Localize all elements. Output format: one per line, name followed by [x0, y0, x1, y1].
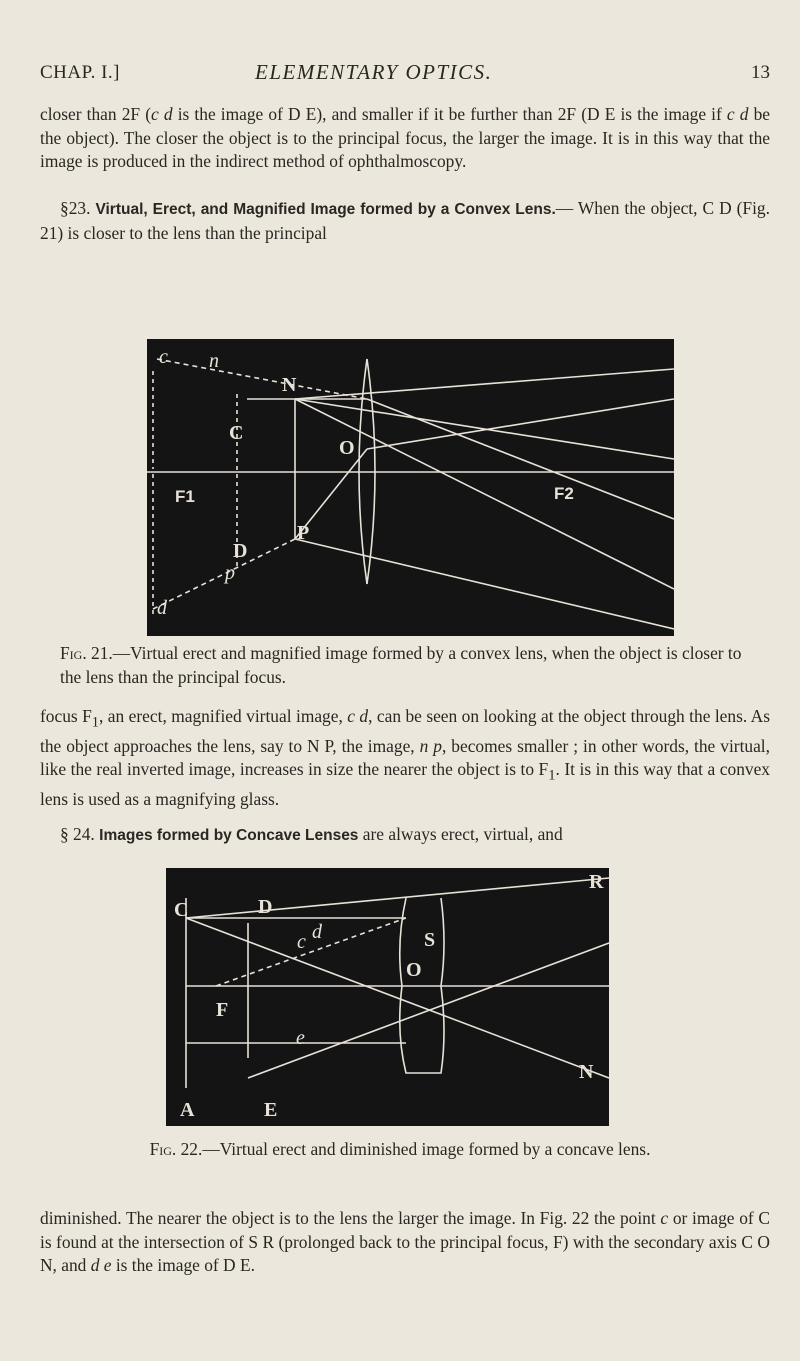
label-n-image: n: [209, 350, 219, 372]
label-d-object: D: [258, 896, 273, 918]
fig-22-ray-diagram: [166, 868, 609, 1126]
figure-21-caption: Fig. 21.—Virtual erect and magnified image formed by a convex lens, when the object is closer to the lens than the principal focus.: [60, 643, 742, 687]
label-d-object: D: [233, 540, 248, 562]
section-heading: Virtual, Erect, and Magnified Image formed by a Convex Lens.: [95, 201, 556, 218]
ray-upper-1: [295, 369, 674, 399]
label-f-focus: F: [216, 999, 229, 1021]
ray-central-1: [295, 399, 674, 589]
label-p-image: p: [225, 562, 235, 584]
ray-r: [186, 878, 609, 918]
label-n: N: [579, 1061, 594, 1083]
figure-22-caption: Fig. 22.—Virtual erect and diminished image formed by a concave lens.: [149, 1139, 651, 1159]
paragraph-1: closer than 2F (c d is the image of D E), and smaller if it be further than 2F (D E is the image if c d be the object). The closer the object is to the principal focus, the larger the image. It is in this way that the image is produced in the indirect method of ophthalmoscopy.: [40, 104, 771, 171]
label-n-object: N: [282, 374, 297, 396]
fig-21-ray-diagram: [147, 339, 674, 636]
label-c-image: c: [297, 931, 306, 953]
page-number: 13: [751, 62, 770, 83]
label-f1-focus: F1: [175, 487, 195, 506]
section-number: §23.: [60, 198, 91, 218]
label-c-image: c: [159, 346, 168, 368]
section-23-paragraph: §23. Virtual, Erect, and Magnified Image formed by a Convex Lens.— When the object, C D (Fig. 21) is closer to the lens than the principal: [40, 198, 770, 243]
ray-virtual-1: [157, 359, 367, 399]
ray-fs-virtual: [216, 918, 406, 986]
label-e-image: e: [296, 1027, 305, 1049]
running-title: ELEMENTARY OPTICS.: [255, 60, 493, 84]
label-p-object: P: [297, 522, 310, 544]
label-a: A: [180, 1099, 195, 1121]
page-header: [40, 62, 770, 92]
paragraph-3: focus $F_1$, an erect, magnified virtual image, c d, can be seen on looking at the object through the lens. As the object approaches the lens, say to N P, the image, n p, becomes smaller ; in other words, the virtual, like the real inverted image, increases in size the nearer the object is to $F_1$. It is in this way that a convex lens is used as a magnifying glass.: [40, 706, 771, 810]
chapter-marker: CHAP. I.]: [40, 62, 120, 83]
label-o-center: O: [339, 437, 355, 459]
label-d-image: d: [157, 597, 167, 619]
label-d-image: d: [312, 921, 322, 943]
ray-lower-1: [295, 539, 674, 629]
section-24-paragraph: § 24. Images formed by Concave Lenses are always erect, virtual, and: [60, 824, 563, 844]
label-c-object: C: [229, 422, 244, 444]
ray-secondary-axis: [186, 918, 609, 1078]
figure-22-diagram: [166, 868, 609, 1126]
label-s: S: [424, 929, 436, 951]
ray-virtual-2: [153, 539, 295, 609]
label-o-center: O: [406, 959, 422, 981]
label-c-object: C: [174, 899, 189, 921]
section-heading: Images formed by Concave Lenses: [99, 827, 359, 844]
label-e-object: E: [264, 1099, 278, 1121]
figure-21-diagram: [147, 339, 674, 636]
paragraph-5: diminished. The nearer the object is to the lens the larger the image. In Fig. 22 the point c or image of C is found at the intersection of S R (prolonged back to the principal focus, F) with the secondary axis C O N, and d e is the image of D E.: [40, 1208, 770, 1275]
label-f2-focus: F2: [554, 484, 574, 503]
label-r: R: [589, 871, 604, 893]
ray-lower-refracted: [367, 399, 674, 449]
